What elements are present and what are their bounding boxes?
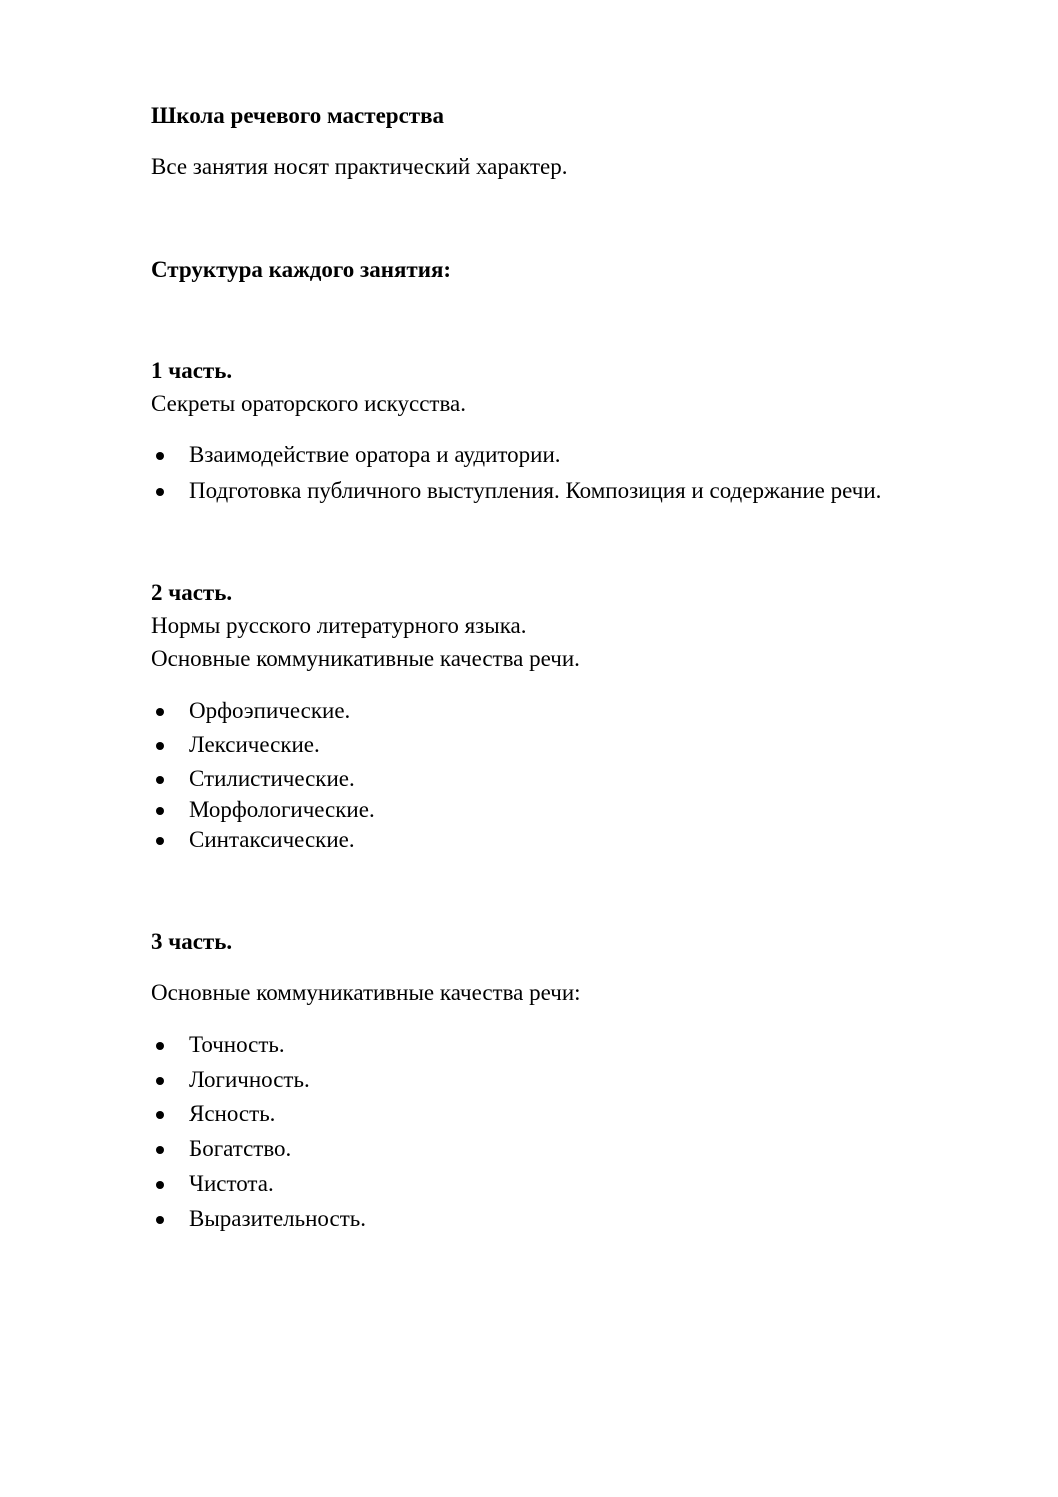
bullet-icon	[156, 1077, 164, 1085]
bullet-icon	[156, 776, 164, 784]
bullet-icon	[156, 1216, 164, 1224]
part-3-subtitle: Основные коммуникативные качества речи:	[151, 980, 581, 1005]
bullet-icon	[156, 1146, 164, 1154]
bullet-icon	[156, 708, 164, 716]
structure-heading: Структура каждого занятия:	[151, 257, 452, 282]
part-2-subtitle-1: Нормы русского литературного языка.	[151, 613, 527, 638]
bullet-icon	[156, 1181, 164, 1189]
part-3-heading: 3 часть.	[151, 929, 233, 954]
bullet-icon	[156, 807, 164, 815]
bullet-icon	[156, 452, 164, 460]
bullet-icon	[156, 488, 164, 496]
bullet-icon	[156, 1042, 164, 1050]
part-1-heading: 1 часть.	[151, 358, 233, 383]
bullet-icon	[156, 742, 164, 750]
bullet-icon	[156, 837, 164, 845]
part-1-subtitle: Секреты ораторского искусства.	[151, 391, 467, 416]
document-page: Школа речевого мастерства Все занятия носят практический характер. Структура каждого занятия: 1 часть. Секреты ораторского искусства. Взаимодействие оратора и аудитории. Подготовка публичного выступления. Композиция и содержание речи. 2 часть. Нормы русского литературного языка. Основные коммуникативные качества речи. Орфоэпические. Лексические. Стилистические. Морфологические. Синтаксические. 3 часть. Основные коммуникативные качества речи: Точность. Логичность. Ясность. Богатство. Чистота. Выразительность.	[0, 0, 1058, 1497]
part-2-subtitle-2: Основные коммуникативные качества речи.	[151, 646, 580, 671]
intro-text: Все занятия носят практический характер.	[151, 154, 568, 179]
document-title: Школа речевого мастерства	[151, 103, 444, 128]
bullet-icon	[156, 1111, 164, 1119]
part-2-heading: 2 часть.	[151, 580, 233, 605]
